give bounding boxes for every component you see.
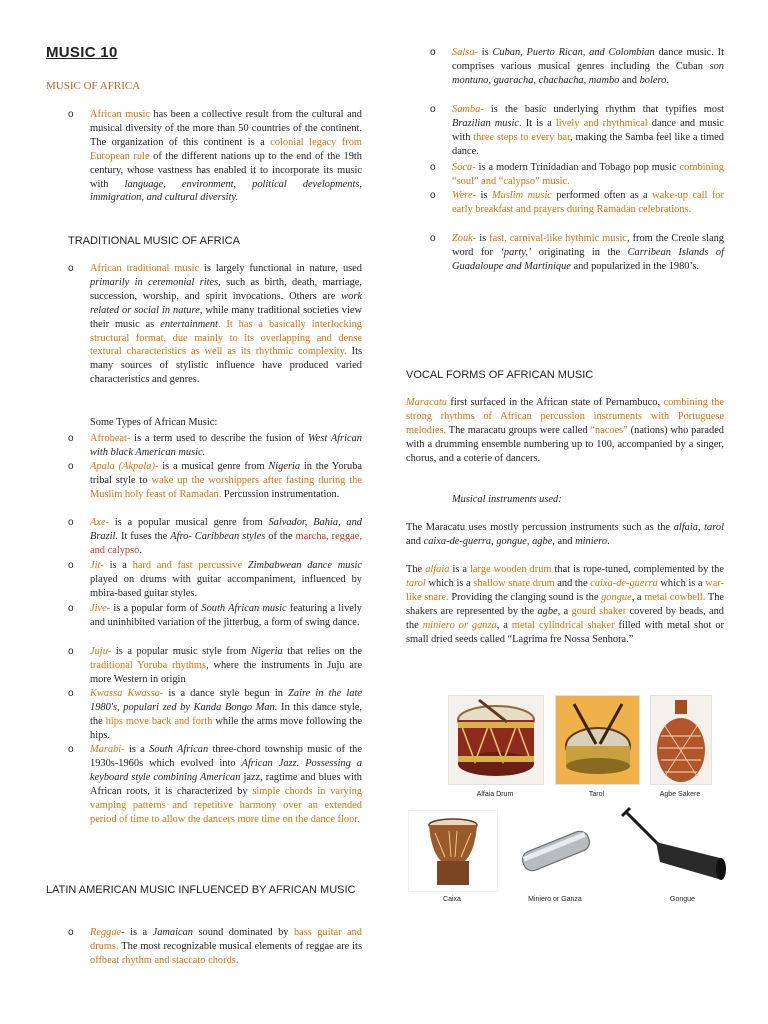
list-item-kwassa: o Kwassa Kwassa- is a dance style begun in Zaire in the late 1980's, populari zed by Kanda Bongo Man. In this dance style, the hips move back and forth while the arms move following the hips. [68, 688, 362, 741]
list-item-afrobeat: o Afrobeat- is a term used to describe the fusion of West African with black American music. [68, 433, 362, 458]
list-item-jive: o Jive- is a popular form of South African music featuring a lively and uninhibited variation of the jitterbug, a form of swing dance. [68, 603, 362, 628]
section-heading-latin: LATIN AMERICAN MUSIC INFLUENCED BY AFRICAN MUSIC [46, 884, 356, 896]
tarol-icon [556, 696, 639, 784]
traditional-paragraph: o African traditional music is largely functional in nature, used primarily in ceremonial rites, such as birth, death, marriage, succession, worship, and spirit invocations. Others are work related or social in nature, while many traditional societies view their music as entertainment. It has a basically interlocking structural format, due mainly to its overlapping and dense textural characteristics as well as its rhythmic complexity. Its many sources of stylistic influence have produced varied characteristics and genres. [68, 263, 362, 386]
caixa-image [408, 810, 498, 892]
instruments-description: The alfaia is a large wooden drum that is rope-tuned, complemented by the tarol which is a shallow snare drum and the caixa-de-guerra which is a war-like snare. Providing the clanging sound is the gongue, a metal cowbell. The shakers are represented by the agbe, a gourd shaker covered by beads, and the miniero or ganza, a metal cylindrical shaker filled with metal shot or small dried seeds called “Lagrima fre Nossa Senhora.” [406, 564, 725, 645]
caption-gongue: Gongue [670, 896, 695, 903]
bullet-marker: o [68, 109, 74, 120]
agbe-shaker-icon [651, 696, 711, 784]
caption-tarol: Tarol [588, 791, 605, 798]
alfaia-drum-image [448, 695, 544, 785]
list-item-zouk: o Zouk- is fast, carnival-like hythmic music, from the Creole slang word for ‘party,’ originating in the Carribean Islands of Guadaloupe and Martinique and popularized in the 1980’s. [430, 233, 724, 272]
list-item-juju: o Juju- is a popular music style from Nigeria that relies on the traditional Yoruba rhythms, where the instruments in Juju are more Western in origin [68, 646, 363, 685]
list-item-jit: o Jit- is a hard and fast percussive Zimbabwean dance music played on drums with guitar accompaniment, influenced by mbira-based guitar styles. [68, 560, 362, 599]
caption-agbe: Agbe Sakere [659, 791, 701, 798]
tarol-image [555, 695, 640, 785]
list-item-marabi: o Marabi- is a South African three-chord township music of the 1930s-1960s which evolved into African Jazz. Possessing a keyboard style combining American jazz, ragtime and blues with African roots, it is characterized by simple chords in varying vamping patterns and repetitive harmony over an extended period of time to allow the dancers more time on the dance floor. [68, 744, 363, 825]
section-heading-vocal: VOCAL FORMS OF AFRICAN MUSIC [406, 369, 594, 381]
types-heading: Some Types of African Music: [90, 417, 218, 428]
miniero-image [512, 810, 600, 892]
section-heading-traditional: TRADITIONAL MUSIC OF AFRICA [68, 235, 240, 247]
alfaia-drum-icon [449, 696, 543, 784]
caption-alfaia: Alfaia Drum [476, 791, 514, 798]
list-item-salsa: o Salsa- is Cuban, Puerto Rican, and Colombian dance music. It comprises various musical genres including the Cuban son montuno, guaracha, chachacha, mambo and bolero. [430, 47, 724, 86]
gongue-icon [616, 806, 731, 888]
caption-miniero: Miniero or Ganza [528, 896, 582, 903]
bullet-marker: o [68, 263, 74, 274]
intro-paragraph: o African music has been a collective result from the cultural and musical diversity of the more than 50 countries of the continent. The organization of this continent is a colonial legacy from European rule of the different nations up to the end of the 19th century, whose vastness has enabled it to incorporate its music with language, environment, political developments, immigration, and cultural diversity. [68, 109, 362, 204]
page-title: MUSIC 10 [46, 44, 118, 61]
agbe-sakere-image [650, 695, 712, 785]
list-item-were: o Were- is Muslim music performed often as a wake-up call for early breakfast and prayers during Ramadan celebrations. [430, 190, 724, 215]
list-item-reggae: o Reggae- is a Jamaican sound dominated by bass guitar and drums. The most recognizable musical elements of reggae are its offbeat rhythm and staccato chords. [68, 927, 363, 966]
gongue-image [615, 805, 732, 889]
list-item-samba: o Samba- is the basic underlying rhythm that typifies most Brazilian music. It is a lively and rhythmical dance and music with three steps to every bar, making the Samba feel like a timed dance. [430, 104, 725, 157]
list-item-axe: o Axe- is a popular musical genre from Salvador, Bahia, and Brazil. It fuses the Afro- Caribbean styles of the marcha, reggae, and calypso. [68, 517, 362, 556]
caption-caixa: Caixa [443, 896, 461, 903]
list-item-soca: o Soca- is a modern Trinidadian and Tobago pop music combining “soul” and “calypso” music. [430, 162, 724, 187]
instruments-paragraph: The Maracatu uses mostly percussion instruments such as the alfaia, tarol and caixa-de-guerra, gongue, agbe, and miniero. [406, 522, 724, 547]
section-heading-music-of-africa: MUSIC OF AFRICA [46, 80, 141, 92]
maracatu-paragraph: Maracatu first surfaced in the African state of Pernambuco, combining the strong rhythms of African percussion instruments with Portuguese melodies. The maracatu groups were called “nacoes” (nations) who paraded with a drumming ensemble numbering up to 100, accompanied by a singer, chorus, and a coterie of dancers. [406, 397, 724, 464]
instruments-heading: Musical instruments used: [452, 494, 562, 505]
list-item-apala: o Apala (Akpala)- is a musical genre from Nigeria in the Yoruba tribal style to wake up the worshippers after fasting during the Muslim holy feast of Ramadan. Percussion instrumentation. [68, 461, 362, 500]
caixa-icon [409, 811, 497, 891]
ganza-shaker-icon [513, 811, 599, 891]
